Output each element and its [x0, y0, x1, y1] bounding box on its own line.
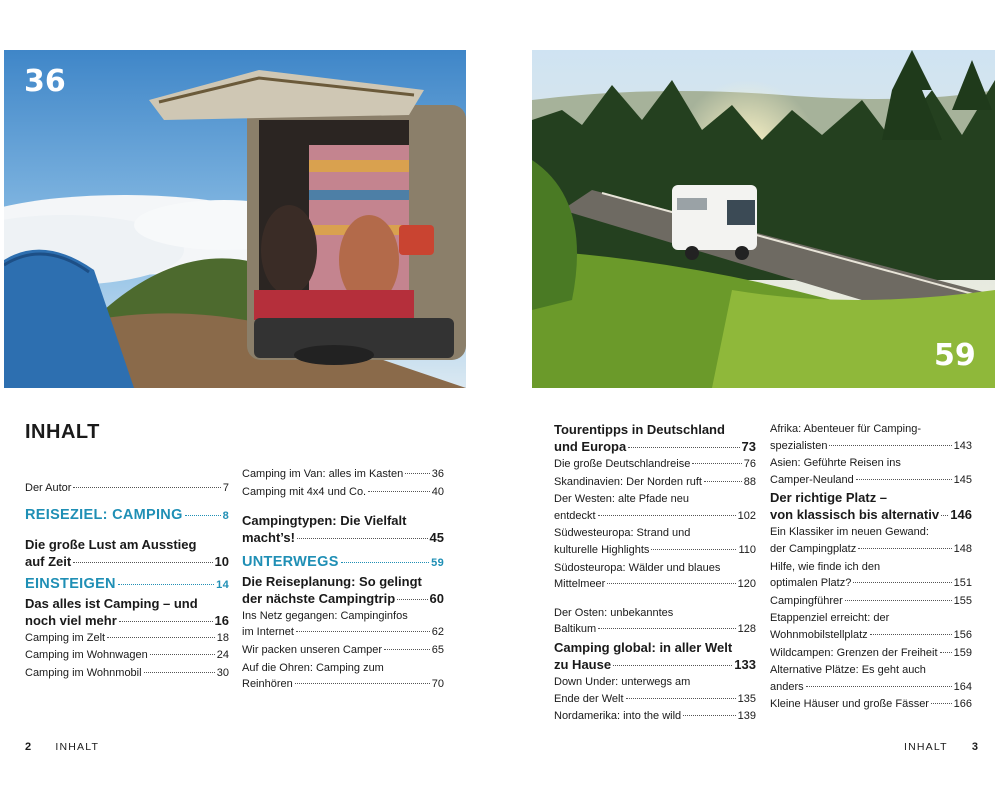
toc-page-number: 145: [953, 473, 972, 486]
toc-entry-label: Camping global: in aller Welt: [554, 639, 733, 655]
toc-entry-label: UNTERWEGS: [242, 554, 339, 571]
dot-leader: [598, 515, 736, 516]
toc-page-number: 133: [734, 656, 756, 672]
toc-entry-label: zu Hause: [554, 656, 612, 672]
toc-entry[interactable]: [770, 559, 972, 592]
toc-entry-label: Asien: Geführte Reisen ins: [770, 457, 901, 470]
toc-page-number: 146: [950, 507, 972, 523]
toc-line: [770, 438, 972, 455]
dot-leader: [185, 515, 221, 516]
dot-leader: [144, 672, 215, 673]
toc-entry-label: anders: [770, 680, 804, 693]
toc-page-number: 156: [953, 628, 972, 641]
toc-chapter-heading[interactable]: [25, 536, 229, 570]
toc-entry-label: Wohnmobilstellplatz: [770, 628, 868, 641]
toc-page-number: 45: [429, 530, 444, 546]
toc-line: [25, 630, 229, 647]
toc-entry-label: Tourentipps in Deutschland: [554, 422, 725, 437]
toc-entry-label: Wildcampen: Grenzen der Freiheit: [770, 646, 938, 659]
toc-entry-label: Kleine Häuser und große Fässer: [770, 698, 929, 711]
toc-entry[interactable]: [770, 455, 972, 488]
toc-page-number: 18: [216, 631, 229, 644]
dot-leader: [297, 538, 428, 539]
toc-page-number: 164: [953, 680, 972, 693]
toc-entry[interactable]: [770, 421, 972, 454]
toc-chapter-heading[interactable]: [242, 512, 444, 546]
toc-entry[interactable]: [25, 480, 229, 497]
toc-entry[interactable]: [554, 674, 756, 707]
toc-entry-label: von klassisch bis alternativ: [770, 507, 940, 523]
toc-page-number: 73: [741, 439, 756, 454]
dot-leader: [384, 649, 430, 650]
toc-line: [554, 542, 756, 559]
toc-entry-label: auf Zeit: [25, 554, 72, 570]
toc-entry-label: der Campingplatz: [770, 542, 857, 555]
toc-entry[interactable]: [242, 642, 444, 659]
toc-entry-label: Ein Klassiker im neuen Gewand:: [770, 526, 929, 539]
dot-leader: [598, 628, 735, 629]
toc-column-4: [770, 421, 972, 714]
photo-motorhome-forest: [532, 50, 995, 388]
dot-leader: [607, 583, 735, 584]
dot-leader: [651, 549, 736, 550]
toc-entry[interactable]: [770, 645, 972, 662]
toc-section-heading[interactable]: [242, 554, 444, 572]
dot-leader: [931, 703, 952, 704]
dot-leader: [150, 654, 215, 655]
toc-line: [554, 621, 756, 638]
dot-leader: [405, 473, 430, 474]
toc-page-number: 143: [953, 439, 972, 452]
toc-entry[interactable]: [770, 662, 972, 695]
dot-leader: [397, 599, 427, 600]
toc-section-heading[interactable]: [25, 507, 229, 525]
toc-entry-label: Skandinavien: Der Norden ruft: [554, 475, 702, 488]
toc-line: [770, 679, 972, 696]
toc-page-number: 60: [429, 590, 444, 606]
toc-title: INHALT: [25, 421, 100, 443]
toc-entry-label: noch viel mehr: [25, 612, 117, 628]
toc-entry-label: Mittelmeer: [554, 578, 606, 591]
toc-entry-label: Camping im Wohnmobil: [25, 666, 142, 679]
footer-left: [25, 741, 99, 753]
toc-line: [770, 575, 972, 592]
toc-line: [242, 466, 444, 483]
toc-page-number: 62: [431, 626, 444, 639]
dot-leader: [628, 447, 739, 448]
toc-line: [554, 508, 756, 525]
toc-page-number: 76: [743, 458, 756, 470]
dot-leader: [118, 584, 214, 585]
toc-entry-label: Wir packen unseren Camper: [242, 643, 383, 656]
toc-entry-label: Alternative Plätze: Es geht auch: [770, 664, 926, 677]
toc-entry-label: und Europa: [554, 439, 627, 454]
dot-leader: [295, 683, 430, 684]
toc-line: [25, 507, 229, 525]
toc-entry-label: Camping mit 4x4 und Co.: [242, 485, 367, 498]
running-head-left: INHALT: [55, 741, 100, 753]
toc-page-number: 102: [737, 509, 756, 522]
toc-entry[interactable]: [242, 466, 444, 483]
dot-leader: [73, 487, 220, 488]
toc-entry[interactable]: [770, 524, 972, 557]
toc-entry-label: im Internet: [242, 626, 294, 639]
toc-entry-label: Ins Netz gegangen: Campinginfos: [242, 609, 408, 622]
toc-entry-label: der nächste Campingtrip: [242, 590, 396, 606]
toc-page-number: 70: [431, 678, 444, 691]
toc-entry-label: Ende der Welt: [554, 692, 624, 705]
toc-entry-label: Der Westen: alte Pfade neu: [554, 493, 689, 506]
toc-entry-label: Campingtypen: Die Vielfalt: [242, 513, 407, 529]
toc-chapter-heading[interactable]: [770, 489, 972, 523]
dot-leader: [341, 562, 429, 563]
toc-page-number: 36: [431, 468, 444, 480]
toc-line: [25, 647, 229, 664]
dot-leader: [853, 582, 951, 583]
toc-page-number: 159: [953, 646, 972, 659]
toc-chapter-heading[interactable]: [554, 639, 756, 673]
toc-line: [554, 456, 756, 473]
toc-page-number: 151: [953, 577, 972, 590]
toc-page-number: 120: [737, 578, 756, 591]
toc-entry-label: optimalen Platz?: [770, 577, 852, 590]
toc-page-number: 148: [953, 542, 972, 555]
toc-line: [770, 593, 972, 610]
toc-entry-label: Der Osten: unbekanntes: [554, 606, 674, 619]
toc-page-number: 135: [737, 692, 756, 705]
toc-entry[interactable]: [770, 593, 972, 610]
toc-line: [242, 624, 444, 641]
running-head-right: INHALT: [904, 741, 948, 753]
toc-page-number: 10: [214, 554, 229, 570]
toc-page-number: 155: [953, 594, 972, 607]
toc-entry-label: Reinhören: [242, 678, 293, 691]
toc-page-number: 16: [214, 612, 229, 628]
toc-entry[interactable]: [554, 491, 756, 524]
toc-line: [25, 576, 229, 594]
toc-line: [554, 691, 756, 708]
toc-line: [770, 627, 972, 644]
toc-line: [242, 484, 444, 501]
toc-entry[interactable]: [554, 456, 756, 473]
toc-entry-label: Auf die Ohren: Camping zum: [242, 661, 384, 674]
toc-page-number: 24: [216, 649, 229, 662]
toc-column-1: [25, 466, 229, 683]
toc-entry-label: Südosteuropa: Wälder und blaues: [554, 561, 721, 574]
toc-page-number: 88: [743, 475, 756, 488]
toc-page-number: 59: [431, 557, 444, 570]
toc-line: [25, 480, 229, 497]
toc-line: [770, 541, 972, 558]
toc-entry-label: Afrika: Abenteuer für Camping-: [770, 423, 922, 435]
toc-section-heading[interactable]: [25, 576, 229, 594]
toc-chapter-heading[interactable]: [554, 421, 756, 455]
toc-column-2: [242, 466, 444, 694]
toc-entry-label: Baltikum: [554, 623, 597, 636]
toc-entry-label: Hilfe, wie finde ich den: [770, 560, 881, 573]
dot-leader: [119, 621, 213, 622]
toc-entry-label: Nordamerika: into the wild: [554, 710, 682, 723]
toc-entry-label: Camping im Van: alles im Kasten: [242, 468, 404, 480]
toc-entry-label: kulturelle Highlights: [554, 543, 650, 556]
dot-leader: [626, 698, 736, 699]
toc-entry[interactable]: [25, 630, 229, 647]
page-number-left: 2: [25, 741, 32, 753]
toc-page-number: 139: [737, 710, 756, 723]
photo-van-clouds: [4, 50, 466, 388]
page-number-overlay-right: 59: [934, 338, 976, 373]
toc-entry[interactable]: [554, 525, 756, 558]
toc-line: [554, 708, 756, 725]
toc-line: [770, 696, 972, 713]
toc-entry-label: Südwesteuropa: Strand und: [554, 527, 691, 540]
toc-entry-label: macht’s!: [242, 530, 295, 546]
toc-entry-label: Etappenziel erreicht: der: [770, 612, 890, 625]
dot-leader: [856, 479, 952, 480]
toc-entry[interactable]: [242, 660, 444, 693]
dot-leader: [858, 548, 951, 549]
toc-line: [770, 506, 972, 523]
dot-leader: [940, 652, 952, 653]
toc-page-number: 7: [222, 482, 229, 494]
toc-chapter-heading[interactable]: [25, 595, 229, 629]
toc-page-number: 30: [216, 666, 229, 679]
page-number-right: 3: [971, 741, 978, 753]
toc-chapter-heading[interactable]: [242, 573, 444, 607]
toc-line: [554, 438, 756, 455]
dot-leader: [845, 600, 952, 601]
toc-line: [242, 590, 444, 607]
toc-line: [554, 474, 756, 491]
toc-entry[interactable]: [770, 610, 972, 643]
toc-entry-label: Campingführer: [770, 594, 843, 607]
toc-column-3: [554, 421, 756, 726]
dot-leader: [941, 515, 948, 516]
dot-leader: [692, 463, 741, 464]
dot-leader: [368, 491, 430, 492]
toc-line: [770, 645, 972, 662]
dot-leader: [613, 665, 732, 666]
dot-leader: [870, 634, 952, 635]
toc-entry-label: Camper-Neuland: [770, 473, 854, 486]
toc-page-number: 110: [738, 543, 756, 556]
toc-line: [25, 612, 229, 629]
toc-entry[interactable]: [554, 560, 756, 593]
toc-line: [554, 576, 756, 593]
toc-line: [554, 656, 756, 673]
toc-entry-label: Die Reiseplanung: So gelingt: [242, 573, 422, 589]
toc-entry-label: Camping im Wohnwagen: [25, 649, 148, 662]
toc-entry[interactable]: [242, 608, 444, 641]
toc-line: [242, 642, 444, 659]
toc-page-number: 166: [953, 698, 972, 711]
toc-entry-label: spezialisten: [770, 439, 828, 452]
toc-page-number: 128: [737, 623, 756, 636]
toc-line: [242, 554, 444, 572]
toc-entry[interactable]: [25, 665, 229, 682]
dot-leader: [704, 481, 742, 482]
toc-line: [25, 553, 229, 570]
toc-page-number: 8: [222, 509, 229, 522]
toc-line: [25, 665, 229, 682]
toc-entry[interactable]: [770, 696, 972, 713]
toc-entry[interactable]: [554, 708, 756, 725]
toc-page-number: 65: [431, 643, 444, 656]
dot-leader: [829, 445, 951, 446]
dot-leader: [73, 562, 212, 563]
toc-entry[interactable]: [25, 647, 229, 664]
dot-leader: [296, 631, 430, 632]
toc-line: [770, 472, 972, 489]
toc-entry-label: EINSTEIGEN: [25, 576, 116, 593]
dot-leader: [683, 715, 735, 716]
dot-leader: [806, 686, 952, 687]
page-number-overlay-left: 36: [24, 64, 66, 99]
toc-entry[interactable]: [554, 605, 756, 638]
toc-entry-label: Die große Deutschlandreise: [554, 458, 691, 470]
toc-page-number: 40: [431, 485, 444, 498]
toc-entry[interactable]: [554, 474, 756, 491]
toc-entry-label: entdeckt: [554, 509, 596, 522]
footer-right: [904, 741, 978, 753]
toc-line: [242, 529, 444, 546]
dot-leader: [107, 637, 215, 638]
toc-entry-label: Das alles ist Camping – und: [25, 595, 198, 611]
toc-entry-label: Die große Lust am Ausstieg: [25, 537, 197, 553]
toc-entry-label: Der richtige Platz –: [770, 490, 888, 506]
toc-entry-label: Der Autor: [25, 482, 72, 494]
toc-entry[interactable]: [242, 484, 444, 501]
toc-entry-label: REISEZIEL: CAMPING: [25, 506, 183, 523]
toc-line: [242, 676, 444, 693]
toc-entry-label: Down Under: unterwegs am: [554, 675, 691, 688]
toc-page-number: 14: [216, 579, 229, 592]
toc-entry-label: Camping im Zelt: [25, 631, 106, 644]
